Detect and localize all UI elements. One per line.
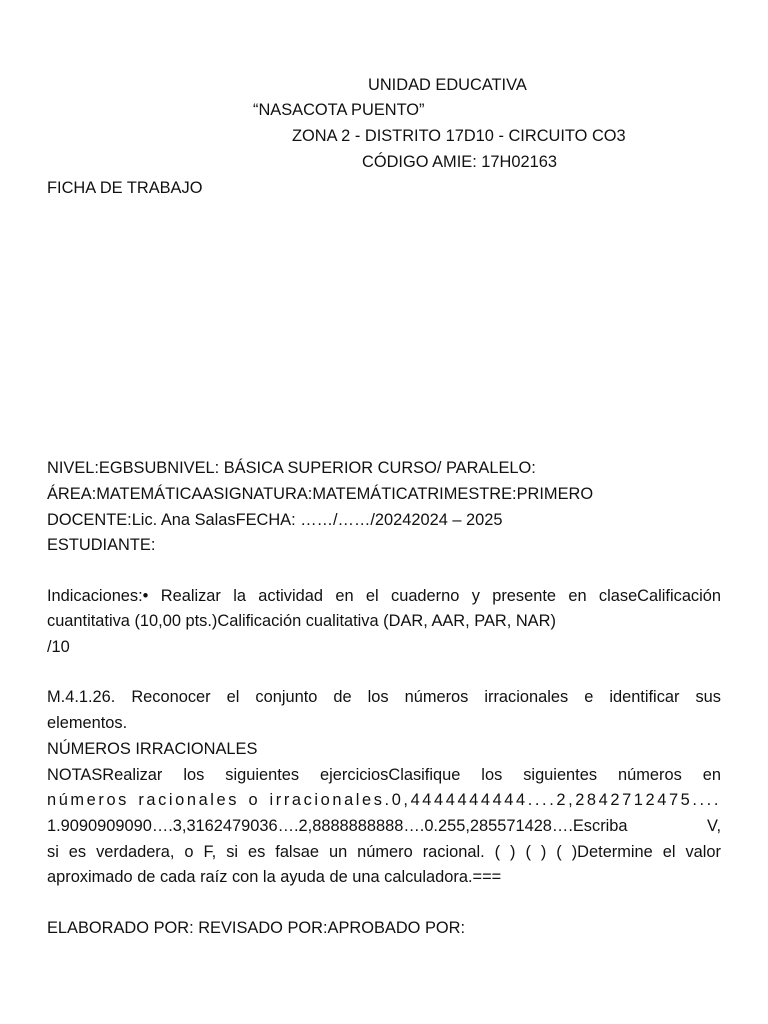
exercise-line-1: NOTASRealizar los siguientes ejerciciosClasifique los siguientes números en [47, 766, 721, 784]
score-total: /10 [47, 638, 70, 656]
school-type-line: UNIDAD EDUCATIVA [368, 76, 527, 94]
section-title: NÚMEROS IRRACIONALES [47, 740, 258, 758]
indicaciones-line-2: cuantitativa (10,00 pts.)Calificación cualitativa (DAR, AAR, PAR, NAR) [47, 612, 556, 630]
school-name-line: “NASACOTA PUENTO” [253, 101, 425, 119]
exercise-line-3: 1.9090909090….3,3162479036….2,8888888888….0.255,285571428….Escriba V, [47, 817, 721, 835]
nivel-line: NIVEL:EGBSUBNIVEL: BÁSICA SUPERIOR CURSO/ PARALELO: [47, 459, 536, 477]
indicaciones-line-1: Indicaciones:• Realizar la actividad en el cuaderno y presente en claseCalificación [47, 587, 721, 605]
estudiante-line: ESTUDIANTE: [47, 536, 156, 554]
exercise-line-4: si es verdadera, o F, si es falsae un número racional. ( ) ( ) ( )Determine el valor [47, 843, 721, 861]
signatures-line: ELABORADO POR: REVISADO POR:APROBADO POR: [47, 919, 466, 937]
exercise-line-2: números racionales o irracionales.0,4444444444....2,2842712475.... [47, 791, 721, 809]
amie-code-line: CÓDIGO AMIE: 17H02163 [362, 153, 557, 171]
area-line: ÁREA:MATEMÁTICAASIGNATURA:MATEMÁTICATRIMESTRE:PRIMERO [47, 485, 594, 503]
document-title: FICHA DE TRABAJO [47, 179, 203, 197]
zone-district-line: ZONA 2 - DISTRITO 17D10 - CIRCUITO CO3 [292, 127, 626, 145]
destreza-line-1: M.4.1.26. Reconocer el conjunto de los números irracionales e identificar sus [47, 688, 721, 706]
docente-line: DOCENTE:Lic. Ana SalasFECHA: ……/……/20242024 – 2025 [47, 511, 503, 529]
destreza-line-2: elementos. [47, 714, 128, 732]
exercise-line-5: aproximado de cada raíz con la ayuda de una calculadora.=== [47, 868, 502, 886]
